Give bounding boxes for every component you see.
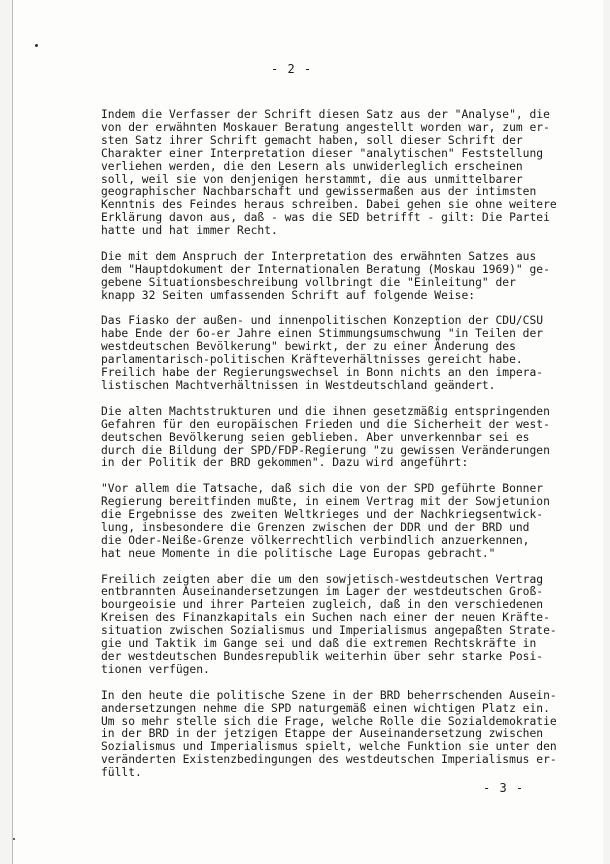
body-text <box>101 109 603 793</box>
text-line: füllt. <box>101 766 142 780</box>
page-number-bottom: - 3 - <box>483 781 525 795</box>
text-line: dem "Hauptdokument der Internationalen Beratung (Moskau 1969)" ge- <box>101 262 550 276</box>
text-line: die Ergebnisse des zweiten Weltkrieges und der Nachkriegsentwick- <box>101 508 544 522</box>
text-line: situation zwischen Sozialismus und Imperialismus angepaßten Strate- <box>101 624 557 638</box>
text-line: Das Fiasko der außen- und innenpolitischen Konzeption der CDU/CSU <box>101 314 544 328</box>
text-line: Freilich habe der Regierungswechsel in Bonn nichts an den impera- <box>101 366 544 380</box>
text-line: Charakter einer Interpretation dieser "analytischen" Feststellung <box>101 146 544 160</box>
text-line: tionen verfügen. <box>101 662 210 676</box>
text-line: Erklärung davon aus, daß - was die SED betrifft - gilt: Die Partei <box>101 211 550 225</box>
text-line: parlamentarisch-politischen Kräfteverhältnisses gereicht habe. <box>101 353 523 367</box>
text-line: in der Politik der BRD gekommen". Dazu wird angeführt: <box>101 456 469 470</box>
paragraph <box>101 690 603 780</box>
text-line: Um so mehr stelle sich die Frage, welche Rolle die Sozialdemokratie <box>101 714 557 728</box>
scan-speck-top-left <box>35 44 38 47</box>
text-line: westdeutschen Bevölkerung" bewirkt, der zu einer Änderung des <box>101 340 516 354</box>
text-line: soll, weil sie von denjenigen herstammt, die aus unmittelbarer <box>101 172 523 186</box>
text-line: Indem die Verfasser der Schrift diesen Satz aus der "Analyse", die <box>101 108 550 121</box>
text-line: Sozialismus und Imperialismus spielt, welche Funktion sie unter den <box>101 740 557 754</box>
text-line: deutschen Bevölkerung seien geblieben. Aber unverkennbar sei es <box>101 430 530 444</box>
text-line: Regierung bereitfinden mußte, in einem Vertrag mit der Sowjetunion <box>101 495 550 509</box>
text-line: In den heute die politische Szene in der BRD beherrschenden Ausein- <box>101 688 557 702</box>
page-number-top: - 2 - <box>271 62 313 76</box>
text-line: habe Ende der 6o-er Jahre einen Stimmungsumschwung "in Teilen der <box>101 327 544 341</box>
text-line: der westdeutschen Bundesrepublik weiterhin über sehr starke Posi- <box>101 649 544 663</box>
text-line: Die mit dem Anspruch der Interpretation des erwähnten Satzes aus <box>101 249 537 263</box>
text-line: von der erwähnten Moskauer Beratung angestellt worden war, zum er- <box>101 120 550 134</box>
text-line: durch die Bildung der SPD/FDP-Regierung "zu gewissen Veränderungen <box>101 443 550 457</box>
text-line: Die alten Machtstrukturen und die ihnen gesetzmäßig entspringenden <box>101 404 550 418</box>
text-line: Kenntnis des Feindes heraus schreiben. Dabei gehen sie ohne weitere <box>101 198 557 212</box>
paragraph <box>101 574 603 677</box>
text-line: Kreisen des Finanzkapitals ein Suchen nach einer der neuen Kräfte- <box>101 611 550 625</box>
text-line: sten Satz ihrer Schrift gemacht haben, soll dieser Schrift der <box>101 133 523 147</box>
text-line: knapp 32 Seiten umfassenden Schrift auf folgende Weise: <box>101 288 476 302</box>
text-line: veränderten Existenzbedingungen des westdeutschen Imperialismus er- <box>101 753 557 767</box>
document-page <box>12 0 603 864</box>
text-line: lung, insbesondere die Grenzen zwischen der DDR und der BRD und <box>101 520 530 534</box>
text-line: in der BRD in der jetzigen Etappe der Auseinandersetzung zwischen <box>101 727 544 741</box>
text-line: gebene Situationsbeschreibung vollbringt die "Einleitung" der <box>101 275 516 289</box>
text-line: hatte und hat immer Recht. <box>101 224 278 238</box>
text-line: listischen Machtverhältnissen in Westdeutschland geändert. <box>101 379 496 392</box>
text-line: gie und Taktik im Gange sei und daß die extremen Rechtskräfte in <box>101 637 537 651</box>
paragraph <box>101 251 603 303</box>
paragraph <box>101 315 603 392</box>
text-line: andersetzungen nehme die SPD naturgemäß einen wichtigen Platz ein. <box>101 701 550 715</box>
text-line: Freilich zeigten aber die um den sowjetisch-westdeutschen Vertrag <box>101 572 544 586</box>
text-line: hat neue Momente in die politische Lage Europas gebracht." <box>101 546 496 560</box>
text-line: die Oder-Neiße-Grenze völkerrechtlich verbindlich anzuerkennen, <box>101 533 530 547</box>
text-line: geographischer Nachbarschaft und gewissermaßen aus der intimsten <box>101 185 537 199</box>
scan-speck-bottom-left <box>13 838 15 840</box>
paragraph <box>101 109 603 238</box>
text-line: bourgeoisie und ihrer Parteien zugleich, daß in den verschiedenen <box>101 598 544 612</box>
paragraph <box>101 406 603 471</box>
text-line: Gefahren für den europäischen Frieden und die Sicherheit der west- <box>101 417 550 431</box>
text-line: entbrannten Auseinandersetzungen im Lager der westdeutschen Groß- <box>101 585 544 599</box>
text-line: "Vor allem die Tatsache, daß sich die von der SPD geführte Bonner <box>101 482 544 496</box>
paragraph <box>101 483 603 560</box>
text-line: verliehen werden, die den Lesern als unwiderleglich erscheinen <box>101 159 523 173</box>
